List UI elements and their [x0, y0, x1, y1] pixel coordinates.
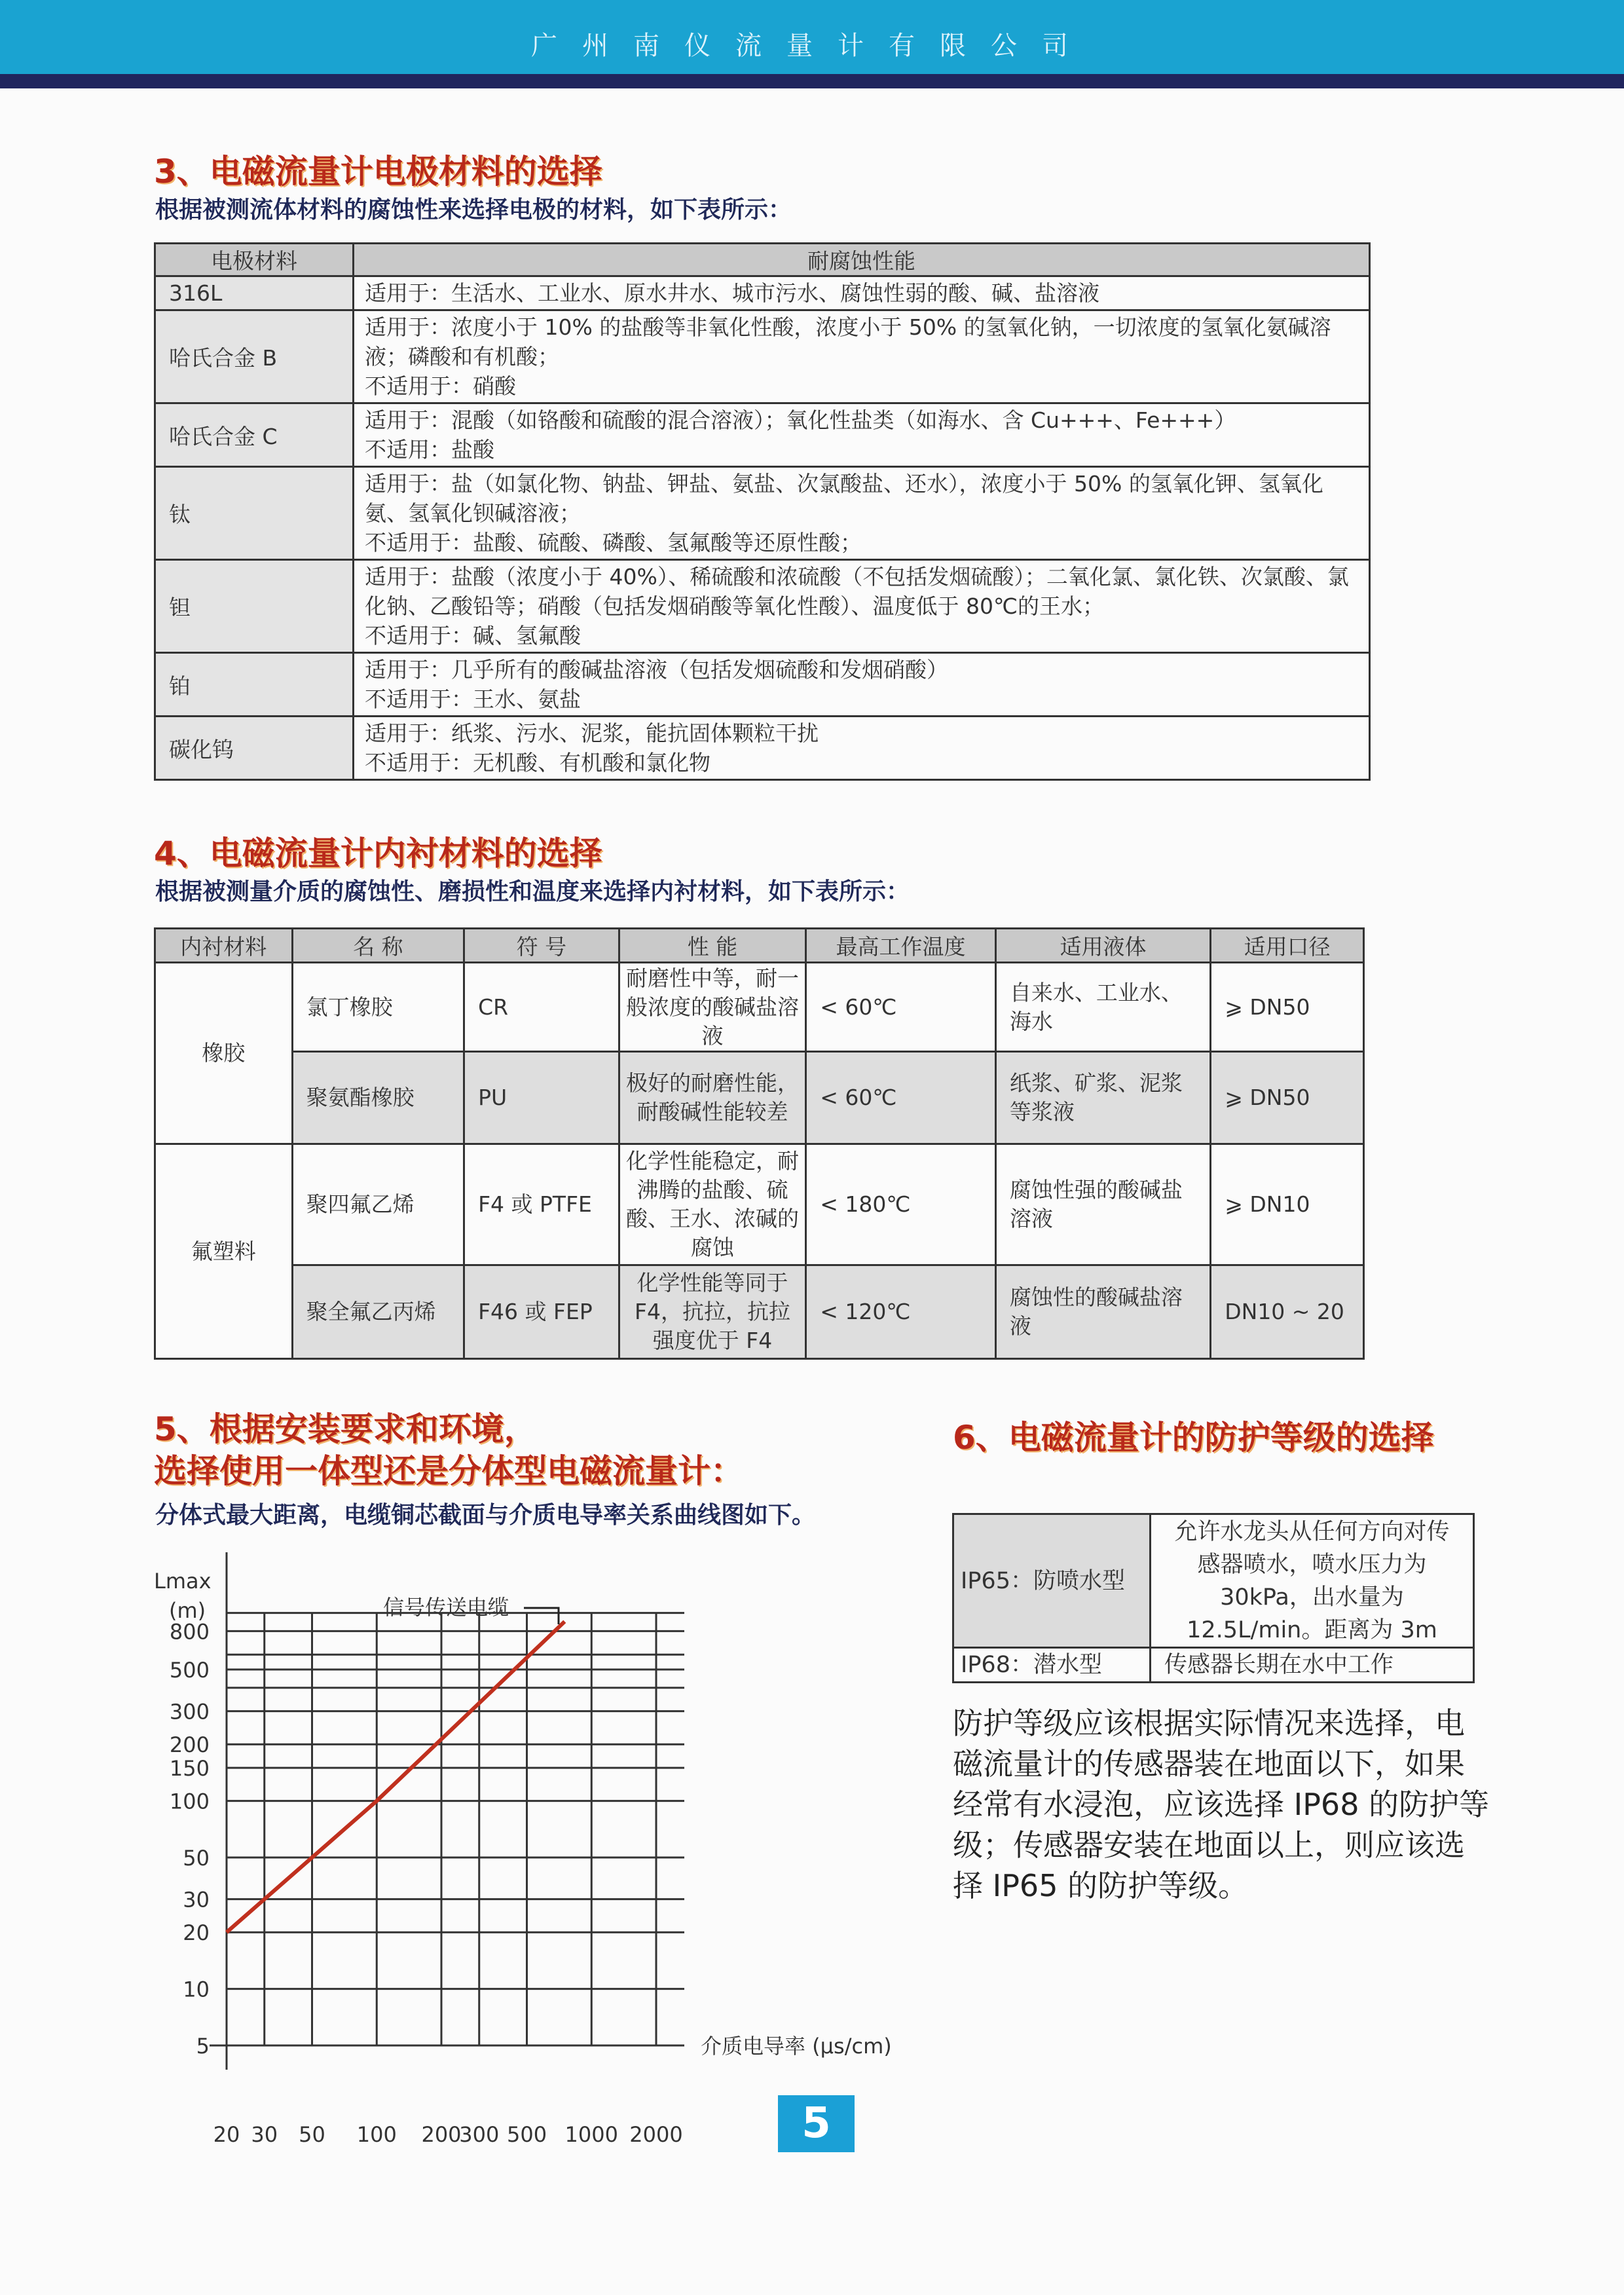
section4-title: 4、电磁流量计内衬材料的选择: [154, 834, 602, 872]
x-tick-label: 30: [251, 2122, 278, 2147]
section5-title-line1: 5、根据安装要求和环境，: [154, 1410, 537, 1448]
col-header: 名 称: [292, 929, 464, 963]
grade-cell: IP65：防喷水型: [953, 1514, 1151, 1648]
material-cell: 哈氏合金 B: [155, 310, 354, 403]
y-tick-label: 300: [169, 1699, 210, 1725]
material-cell: 316L: [155, 276, 354, 310]
y-axis-label: Lmax: [154, 1569, 212, 1594]
section3-subtitle: 根据被测流体材料的腐蚀性来选择电极的材料，如下表所示：: [155, 196, 792, 223]
temp-cell: < 60℃: [806, 963, 996, 1052]
x-tick-label: 1000: [564, 2122, 618, 2147]
corrosion-line: 适用于：浓度小于 10% 的盐酸等非氧化性酸，浓度小于 50% 的氢氧化钠，一切浓度的氢氧化氨碱溶液；磷酸和有机酸；: [365, 314, 1331, 369]
corrosion-line: 不适用于：盐酸、硫酸、磷酸、氢氟酸等还原性酸；: [365, 530, 862, 555]
material-cell: 钽: [155, 560, 354, 653]
x-tick-label: 50: [299, 2122, 325, 2147]
y-axis-unit: (m): [169, 1598, 206, 1623]
section5-subtitle: 分体式最大距离，电缆铜芯截面与介质电导率关系曲线图如下。: [155, 1502, 816, 1529]
corrosion-line: 适用于：盐（如氯化物、钠盐、钾盐、氨盐、次氯酸盐、还水），浓度小于 50% 的氢氧化钾、氢氧化氨、氢氧化钡碱溶液；: [365, 471, 1323, 526]
col-header: 适用液体: [995, 929, 1210, 963]
col-header: 内衬材料: [155, 929, 293, 963]
y-tick-label: 30: [183, 1887, 210, 1912]
symbol-cell: PU: [464, 1052, 619, 1144]
performance-cell: 耐磨性中等，耐一般浓度的酸碱盐溶液: [619, 963, 805, 1052]
y-tick-label: 5: [196, 2034, 210, 2059]
symbol-cell: F46 或 FEP: [464, 1265, 619, 1359]
name-cell: 聚氨酯橡胶: [292, 1052, 464, 1144]
liquid-cell: 自来水、工业水、海水: [995, 963, 1210, 1052]
performance-cell: 极好的耐磨性能，耐酸碱性能较差: [619, 1052, 805, 1144]
x-tick-label: 200: [421, 2122, 462, 2147]
size-cell: ⩾ DN50: [1211, 1052, 1364, 1144]
liquid-cell: 纸浆、矿浆、泥浆等浆液: [995, 1052, 1210, 1144]
x-tick-label: 500: [506, 2122, 547, 2147]
protection-grade-table: [952, 1513, 1475, 1683]
desc-cell: 传感器长期在水中工作: [1151, 1648, 1474, 1683]
section6-title: 6、电磁流量计的防护等级的选择: [953, 1419, 1434, 1457]
y-tick-label: 10: [183, 1977, 210, 2002]
corrosion-line: 适用于：混酸（如铬酸和硫酸的混合溶液）；氧化性盐类（如海水、含 Cu+++、Fe+++）: [365, 407, 1236, 433]
col-header: 性 能: [619, 929, 805, 963]
corrosion-line: 适用于：纸浆、污水、泥浆，能抗固体颗粒干扰: [365, 720, 819, 746]
section3-title: 3、电磁流量计电极材料的选择: [154, 153, 602, 191]
col-header: 耐腐蚀性能: [354, 244, 1370, 276]
x-tick-label: 300: [459, 2122, 500, 2147]
liquid-cell: 腐蚀性的酸碱盐溶液: [995, 1265, 1210, 1359]
lining-material: 氟塑料: [155, 1144, 293, 1359]
col-header: 符 号: [464, 929, 619, 963]
corrosion-line: 适用于：生活水、工业水、原水井水、城市污水、腐蚀性弱的酸、碱、盐溶液: [365, 280, 1099, 306]
y-tick-label: 20: [183, 1920, 210, 1946]
corrosion-line: 不适用于：硝酸: [365, 373, 516, 399]
size-cell: ⩾ DN50: [1211, 963, 1364, 1052]
temp-cell: < 60℃: [806, 1052, 996, 1144]
name-cell: 聚全氟乙丙烯: [292, 1265, 464, 1359]
performance-cell: 化学性能等同于F4，抗拉，抗拉强度优于 F4: [619, 1265, 805, 1359]
x-tick-label: 100: [356, 2122, 397, 2147]
y-tick-label: 500: [169, 1658, 210, 1683]
size-cell: ⩾ DN10: [1211, 1144, 1364, 1265]
temp-cell: < 120℃: [806, 1265, 996, 1359]
corrosion-line: 不适用于：王水、氨盐: [365, 686, 581, 712]
corrosion-line: 不适用于：无机酸、有机酸和氯化物: [365, 750, 710, 775]
material-cell: 碳化钨: [155, 717, 354, 780]
x-tick-label: 20: [213, 2122, 240, 2147]
section4-subtitle: 根据被测量介质的腐蚀性、磨损性和温度来选择内衬材料，如下表所示：: [155, 878, 910, 905]
x-axis-label: 介质电导率 (μs/cm): [701, 2034, 892, 2059]
material-cell: 铂: [155, 653, 354, 717]
corrosion-line: 不适用：盐酸: [365, 437, 494, 462]
corrosion-line: 不适用于：碱、氢氟酸: [365, 623, 581, 648]
protection-paragraph: 防护等级应该根据实际情况来选择，电磁流量计的传感器装在地面以下，如果经常有水浸泡，应该选择 IP68 的防护等级；传感器安装在地面以上，则应该选择 IP65 的防护等级。: [953, 1706, 1490, 1903]
liquid-cell: 腐蚀性强的酸碱盐溶液: [995, 1144, 1210, 1265]
performance-cell: 化学性能稳定，耐沸腾的盐酸、硫酸、王水、浓碱的腐蚀: [619, 1144, 805, 1265]
symbol-cell: CR: [464, 963, 619, 1052]
y-tick-label: 150: [169, 1756, 210, 1782]
size-cell: DN10 ~ 20: [1211, 1265, 1364, 1359]
symbol-cell: F4 或 PTFE: [464, 1144, 619, 1265]
grade-cell: IP68：潜水型: [953, 1648, 1151, 1683]
y-tick-label: 800: [169, 1619, 210, 1645]
y-tick-label: 50: [183, 1846, 210, 1871]
temp-cell: < 180℃: [806, 1144, 996, 1265]
section5-title-line2: 选择使用一体型还是分体型电磁流量计：: [154, 1452, 743, 1490]
name-cell: 氯丁橡胶: [292, 963, 464, 1052]
series-annotation: 信号传送电缆: [383, 1595, 509, 1620]
company-name: 广州南仪流量计有限公司: [531, 31, 1093, 61]
lining-material: 橡胶: [155, 963, 293, 1144]
name-cell: 聚四氟乙烯: [292, 1144, 464, 1265]
y-tick-label: 200: [169, 1732, 210, 1758]
material-cell: 哈氏合金 C: [155, 403, 354, 467]
col-header: 最高工作温度: [806, 929, 996, 963]
corrosion-line: 适用于：几乎所有的酸碱盐溶液（包括发烟硫酸和发烟硝酸）: [365, 657, 948, 682]
annotation-bracket: [524, 1608, 559, 1624]
material-cell: 钛: [155, 467, 354, 560]
corrosion-line: 适用于：盐酸（浓度小于 40%）、稀硫酸和浓硫酸（不包括发烟硫酸）；二氧化氯、氯化铁、次氯酸、氯化钠、乙酸铅等；硝酸（包括发烟硝酸等氧化性酸）、温度低于 80℃的王水；: [365, 564, 1349, 619]
x-tick-label: 2000: [629, 2122, 683, 2147]
y-tick-label: 100: [169, 1789, 210, 1814]
col-header: 适用口径: [1211, 929, 1364, 963]
page-number: 5: [778, 2095, 855, 2152]
series-line: [227, 1622, 564, 1932]
desc-cell: 允许水龙头从任何方向对传感器喷水，喷水压力为30kPa，出水量为 12.5L/min。距离为 3m: [1151, 1514, 1474, 1648]
col-header: 电极材料: [155, 244, 354, 276]
